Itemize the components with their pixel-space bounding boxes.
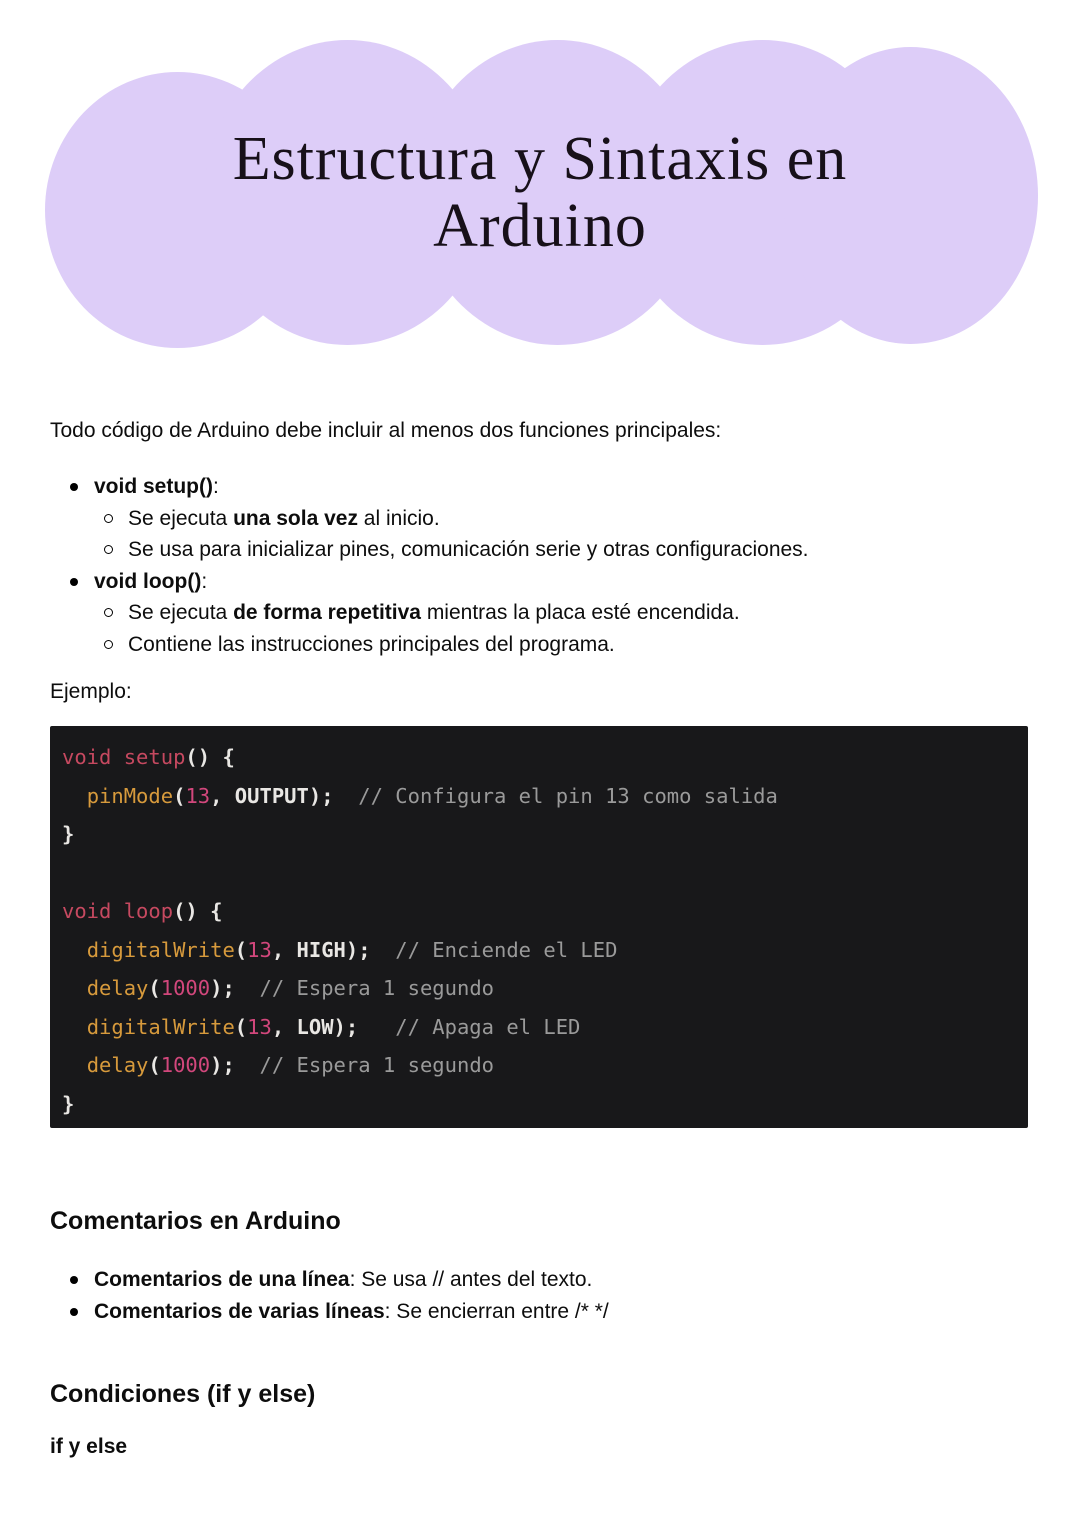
text: Se usa para inicializar pines, comunicación serie y otras configuraciones. (128, 538, 809, 561)
code-token (62, 1015, 87, 1039)
code-token: , OUTPUT); (210, 783, 359, 808)
code-line (62, 969, 1016, 1008)
code-line (62, 1046, 1016, 1085)
page-title-line1: Estructura y Sintaxis en (232, 125, 848, 193)
bold-text: Comentarios de una línea (94, 1268, 350, 1291)
code-token: // Enciende el LED (395, 937, 618, 962)
document-body (0, 417, 1080, 1460)
code-token: () { (185, 745, 235, 769)
code-token (62, 938, 87, 962)
text: mientras la placa esté encendida. (420, 601, 740, 624)
list-item (50, 566, 1030, 661)
text: : Se encierran entre /* */ (384, 1299, 609, 1323)
code-line (62, 892, 1016, 931)
code-token (62, 976, 87, 1000)
page-title (0, 126, 1080, 260)
sub-list-item (50, 597, 1030, 629)
intro-paragraph: Todo código de Arduino debe incluir al menos dos funciones principales: (50, 419, 722, 442)
text: Se ejecuta (128, 506, 234, 530)
disc-bullet-icon (70, 1276, 78, 1284)
code-token: delay (86, 1053, 149, 1077)
sub-list-item (50, 503, 1030, 535)
code-token: ( (148, 976, 161, 1000)
functions-list (50, 471, 1030, 660)
disc-bullet-icon (70, 483, 78, 491)
list-item-text (50, 471, 1030, 503)
text: Contiene las instrucciones principales del programa. (128, 632, 615, 656)
code-line (62, 815, 1016, 854)
example-label: Ejemplo: (50, 680, 132, 703)
text: Se ejecuta (128, 601, 234, 624)
circle-bullet-icon (104, 640, 113, 649)
code-line (62, 1085, 1016, 1124)
code-token: , HIGH); (271, 937, 396, 962)
bold-text: Comentarios de varias líneas (94, 1299, 385, 1323)
bold-text: void setup() (94, 475, 213, 498)
code-token: ( (173, 783, 186, 808)
code-token: ); (210, 976, 260, 1000)
sub-list (50, 597, 1030, 660)
sub-list-item (50, 629, 1030, 661)
list-item-text (50, 566, 1030, 598)
code-token: ( (148, 1053, 161, 1077)
code-token: // Apaga el LED (395, 1014, 581, 1039)
page-title-line2: Arduino (433, 192, 647, 260)
circle-bullet-icon (104, 608, 113, 617)
text: al inicio. (357, 506, 440, 530)
code-token: digitalWrite (86, 1014, 235, 1039)
code-token: () { (173, 899, 223, 923)
list-item (50, 1296, 1030, 1328)
code-token: ( (234, 1014, 248, 1039)
conditions-heading: Condiciones (if y else) (50, 1380, 316, 1408)
code-token: delay (86, 976, 149, 1000)
code-token: void loop (62, 899, 174, 923)
code-token: // Espera 1 segundo (259, 976, 494, 1000)
sub-list (50, 503, 1030, 566)
title-cloud-banner (0, 0, 1080, 345)
code-token: ( (234, 937, 248, 962)
list-item (50, 1264, 1030, 1296)
circle-bullet-icon (104, 545, 113, 554)
code-token: 13 (247, 1014, 272, 1039)
disc-bullet-icon (70, 578, 78, 586)
code-token: } (62, 822, 75, 846)
code-token: digitalWrite (86, 937, 235, 962)
code-token: 1000 (160, 976, 211, 1000)
bold-text: void loop() (94, 569, 202, 593)
code-token: ); (210, 1053, 260, 1077)
text: : (213, 475, 219, 498)
code-token: pinMode (86, 783, 174, 808)
code-token (62, 784, 87, 808)
code-line (62, 1008, 1016, 1047)
conditions-subheading: if y else (50, 1435, 128, 1458)
sub-list-item (50, 534, 1030, 566)
code-line (62, 777, 1016, 816)
code-token: 13 (247, 937, 272, 962)
code-token: } (62, 1091, 75, 1116)
code-token (62, 1053, 87, 1077)
code-line (62, 738, 1016, 777)
text: : Se usa // antes del texto. (349, 1268, 593, 1291)
bold-text: una sola vez (233, 506, 358, 530)
circle-bullet-icon (104, 514, 113, 523)
text: : (201, 569, 208, 593)
code-token: void setup (62, 745, 186, 769)
comments-list (50, 1264, 1030, 1327)
code-block (50, 726, 1028, 1128)
code-token: // Configura el pin 13 como salida (358, 783, 778, 808)
code-token: 13 (185, 783, 211, 808)
code-line (62, 931, 1016, 970)
disc-bullet-icon (70, 1308, 78, 1316)
bold-text: de forma repetitiva (233, 601, 421, 624)
code-token: // Espera 1 segundo (259, 1053, 494, 1077)
list-item (50, 471, 1030, 566)
comments-heading: Comentarios en Arduino (50, 1207, 341, 1235)
code-line (62, 854, 1016, 893)
code-token: , LOW); (271, 1014, 396, 1039)
code-token: 1000 (160, 1053, 211, 1077)
